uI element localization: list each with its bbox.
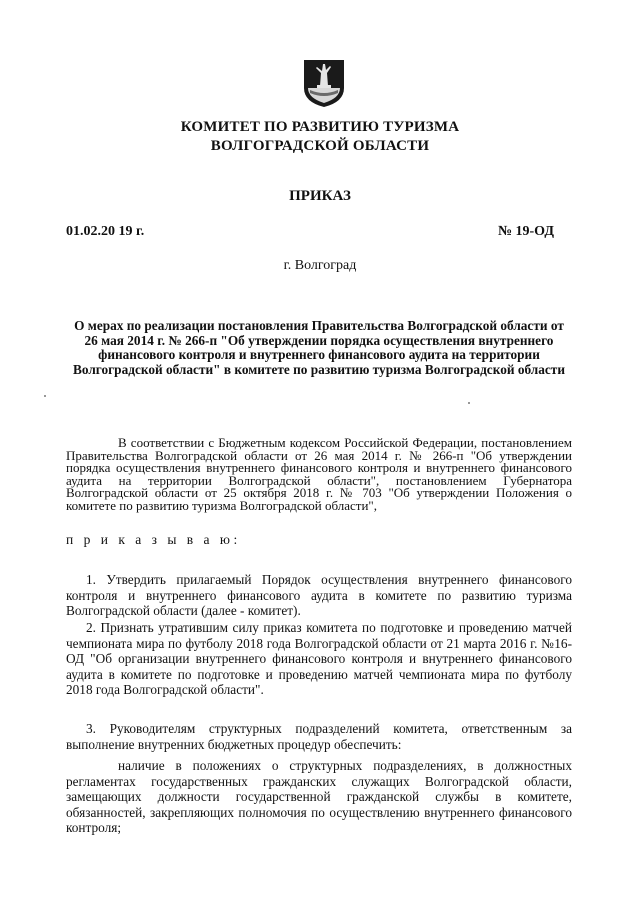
document-date: 01.02.20 19 г. (66, 224, 145, 239)
preamble-paragraph: В соответствии с Бюджетным кодексом Российской Федерации, постановлением Правительства Волгоградской области от 26 мая 2014 г. № 266-п "Об утверждении порядка осуществления внутреннего финансового контроля и внутреннего финансового аудита на территории Волгоградской области", постановлением Губернатора Волгоградской области от 25 октября 2018 г. № 703 "Об утверждении Положения о комитете по развитию туризма Волгоградской области", (66, 435, 572, 513)
scan-speck (44, 395, 46, 397)
volgograd-coat-of-arms-icon (302, 58, 346, 108)
scan-speck (468, 402, 470, 404)
document-number: № 19-ОД (497, 224, 554, 239)
document-subject: О мерах по реализации постановления Правительства Волгоградской области от 26 мая 2014 г. № 266-п "Об утверждении порядка осуществления внутреннего финансового контроля и внутреннего финансового аудита на территории Волгоградской области" в комитете по развитию туризма Волгоградской области (72, 318, 565, 377)
organization-name-line2: ВОЛГОГРАДСКОЙ ОБЛАСТИ (210, 138, 430, 154)
document-city: г. Волгоград (283, 258, 357, 273)
organization-name (0, 118, 640, 156)
order-word: п р и к а з ы в а ю: (66, 532, 241, 547)
order-item-3: 3. Руководителям структурных подразделений комитета, ответственным за выполнение внутренних бюджетных процедур обеспечить: (66, 721, 572, 752)
order-item-1: 1. Утвердить прилагаемый Порядок осуществления внутреннего финансового контроля и внутреннего финансового аудита в комитете по развитию туризма Волгоградской области (далее - комитет). (66, 572, 572, 618)
order-item-3-subpoint: наличие в положениях о структурных подразделениях, в должностных регламентах государственных гражданских служащих Волгоградской области, замещающих должности государственной гражданской службы в комитете, обязанностей, закрепляющих полномочия по осуществлению внутреннего финансового контроля; (66, 758, 572, 835)
document-type: ПРИКАЗ (289, 188, 351, 204)
organization-name-line1: КОМИТЕТ ПО РАЗВИТИЮ ТУРИЗМА (180, 119, 460, 135)
order-item-2: 2. Признать утратившим силу приказ комитета по подготовке и проведению матчей чемпионата мира по футболу 2018 года Волгоградской области от 21 марта 2016 г. №16-ОД "Об организации внутреннего финансового контроля и внутреннего финансового аудита в комитете по подготовке и проведению матчей чемпионата мира по футболу 2018 года Волгоградской области". (66, 620, 572, 697)
